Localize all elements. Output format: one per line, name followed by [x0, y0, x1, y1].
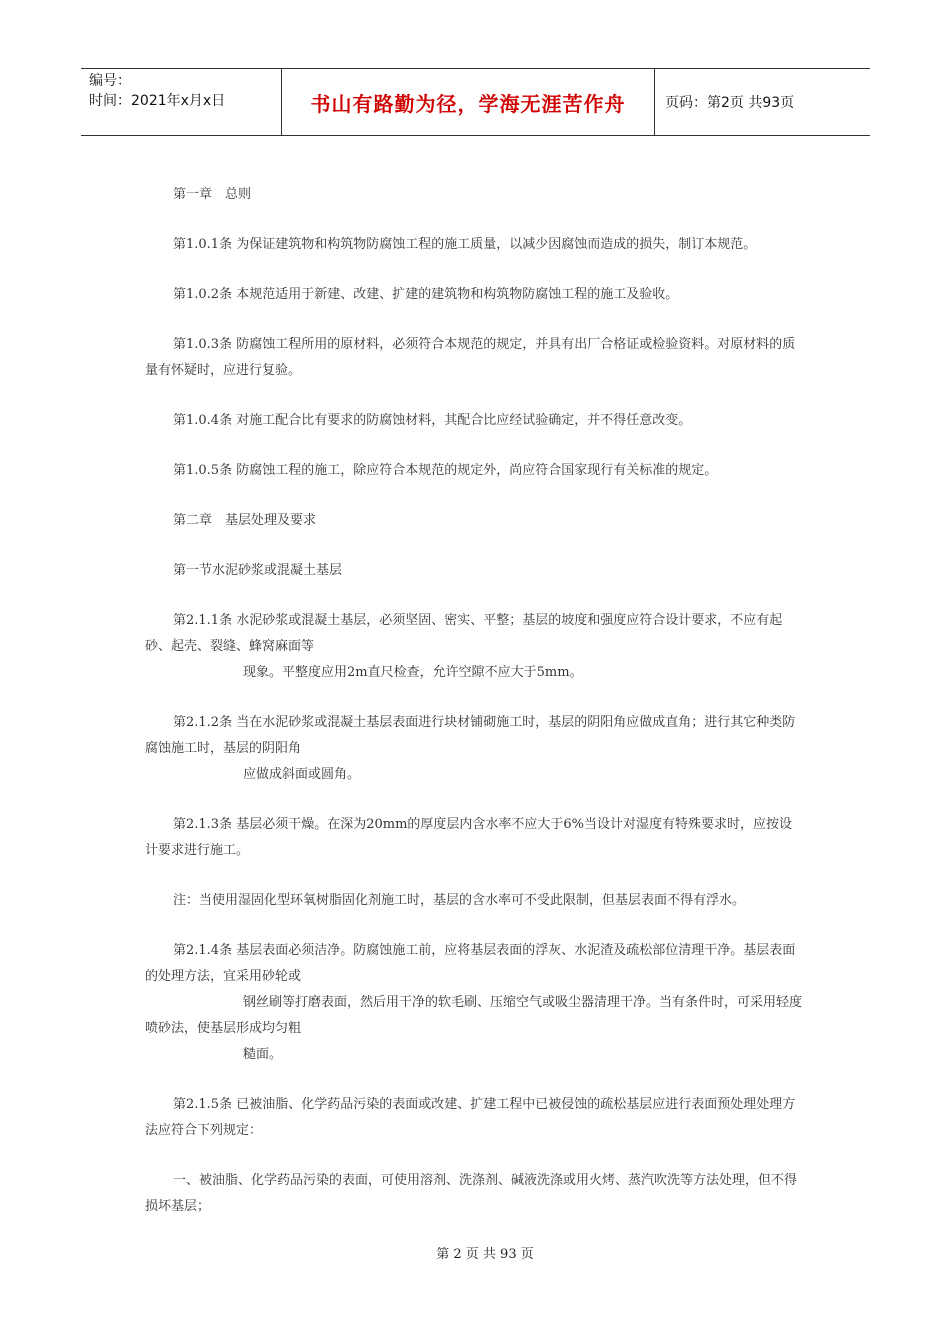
- clause: 第1.0.5条 防腐蚀工程的施工，除应符合本规范的规定外，尚应符合国家现行有关标准的规定。: [173, 463, 718, 478]
- time-label: 时间：2021年x月x日: [89, 93, 226, 109]
- clause-continuation: 钢丝刷等打磨表面，然后用干净的软毛刷、压缩空气或吸尘器清理干净。当有条件时，可采用轻度喷砂法，使基层形成均匀粗: [145, 995, 803, 1036]
- clause: 第1.0.3条 防腐蚀工程所用的原材料，必须符合本规范的规定，并具有出厂合格证或检验资料。对原材料的质量有怀疑时，应进行复验。: [145, 337, 796, 378]
- header-motto: 书山有路勤为径，学海无涯苦作舟: [282, 69, 655, 135]
- clause: 第2.1.3条 基层必须干燥。在深为20mm的厚度层内含水率不应大于6%当设计对湿度有特殊要求时，应按设计要求进行施工。: [145, 817, 793, 858]
- clause-continuation: 糙面。: [243, 1047, 283, 1062]
- clause-continuation: 应做成斜面或圆角。: [243, 767, 361, 782]
- clause: 第1.0.1条 为保证建筑物和构筑物防腐蚀工程的施工质量，以减少因腐蚀而造成的损失，制订本规范。: [173, 237, 757, 252]
- document-body: [145, 182, 805, 1244]
- clause-continuation: 现象。平整度应用2m直尺检查，允许空隙不应大于5mm。: [243, 665, 583, 680]
- clause: 第2.1.2条 当在水泥砂浆或混凝土基层表面进行块材铺砌施工时，基层的阴阳角应做成直角；进行其它种类防腐蚀施工时，基层的阴阳角: [145, 715, 796, 756]
- clause: 第2.1.4条 基层表面必须洁净。防腐蚀施工前，应将基层表面的浮灰、水泥渣及疏松部位清理干净。基层表面的处理方法，宜采用砂轮或: [145, 943, 796, 984]
- clause: 第2.1.1条 水泥砂浆或混凝土基层，必须坚固、密实、平整；基层的坡度和强度应符合设计要求，不应有起砂、起壳、裂缝、蜂窝麻面等: [145, 613, 783, 654]
- chapter-heading: 第二章 基层处理及要求: [173, 513, 317, 528]
- chapter-heading: 第一章 总则: [173, 187, 252, 202]
- clause: 第2.1.5条 已被油脂、化学药品污染的表面或改建、扩建工程中已被侵蚀的疏松基层应进行表面预处理处理方法应符合下列规定：: [145, 1097, 796, 1138]
- clause: 第1.0.4条 对施工配合比有要求的防腐蚀材料，其配合比应经试验确定，并不得任意改变。: [173, 413, 692, 428]
- page-footer: 第 2 页 共 93 页: [436, 1247, 534, 1262]
- page-header: [81, 68, 870, 136]
- note: 注：当使用湿固化型环氧树脂固化剂施工时，基层的含水率可不受此限制，但基层表面不得有浮水。: [173, 893, 746, 908]
- header-meta: [81, 69, 282, 135]
- clause: 第1.0.2条 本规范适用于新建、改建、扩建的建筑物和构筑物防腐蚀工程的施工及验收。: [173, 287, 679, 302]
- header-page-info: 页码：第2页 共93页: [665, 95, 795, 111]
- list-item: 一、被油脂、化学药品污染的表面，可使用溶剂、洗涤剂、碱液洗涤或用火烤、蒸汽吹洗等方法处理，但不得损坏基层；: [145, 1173, 798, 1214]
- section-heading: 第一节水泥砂浆或混凝土基层: [173, 563, 343, 578]
- number-label: 编号：: [89, 73, 131, 89]
